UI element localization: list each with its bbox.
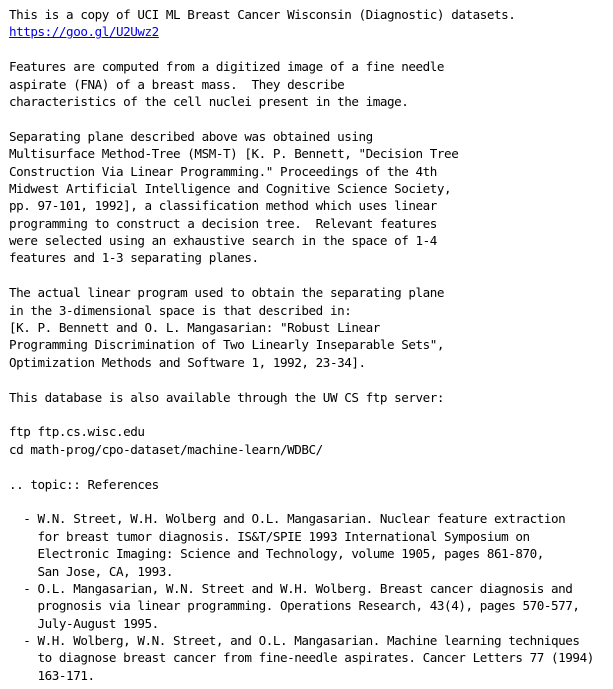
command-line: ftp ftp.cs.wisc.edu — [9, 424, 145, 440]
text-line: were selected using an exhaustive search in the space of 1-4 — [9, 233, 437, 249]
reference-item — [9, 510, 609, 580]
blank-line — [9, 406, 609, 423]
text-line: Multisurface Method-Tree (MSM-T) [K. P. Bennett, "Decision Tree — [9, 146, 459, 162]
text-line: San Jose, CA, 1993. — [9, 563, 174, 579]
intro-line: This is a copy of UCI ML Breast Cancer Wisconsin (Diagnostic) datasets. — [9, 7, 516, 22]
topic-heading: .. topic:: References — [9, 476, 159, 492]
text-line: characteristics of the cell nuclei present in the image. — [9, 93, 409, 109]
references-list — [9, 510, 609, 684]
text-line: pp. 97-101, 1992], a classification method which uses linear — [9, 198, 437, 214]
ftp-note: This database is also available through the UW CS ftp server: — [9, 389, 445, 405]
blank-line — [9, 267, 609, 284]
blank-line — [9, 110, 609, 127]
text-line: [K. P. Bennett and O. L. Mangasarian: "Robust Linear — [9, 320, 380, 336]
linear-program-paragraph — [9, 284, 609, 371]
text-line: Features are computed from a digitized image of a fine needle — [9, 59, 445, 75]
text-line: to diagnose breast cancer from fine-needle aspirates. Cancer Letters 77 (1994) — [9, 650, 594, 666]
text-line: Construction Via Linear Programming." Proceedings of the 4th — [9, 163, 437, 179]
text-line: Midwest Artificial Intelligence and Cognitive Science Society, — [9, 180, 452, 196]
command-line: cd math-prog/cpo-dataset/machine-learn/WDBC/ — [9, 441, 323, 457]
text-line: - W.N. Street, W.H. Wolberg and O.L. Mangasarian. Nuclear feature extraction — [9, 511, 566, 527]
text-line: 163-171. — [9, 667, 95, 683]
dataset-link[interactable]: https://goo.gl/U2Uwz2 — [9, 24, 159, 40]
ftp-commands — [9, 423, 609, 458]
features-paragraph — [9, 58, 609, 110]
text-line: July-August 1995. — [9, 615, 159, 631]
text-line: in the 3-dimensional space is that described in: — [9, 302, 352, 318]
reference-item — [9, 632, 609, 684]
blank-line — [9, 458, 609, 475]
text-line: - O.L. Mangasarian, W.N. Street and W.H. Wolberg. Breast cancer diagnosis and — [9, 580, 573, 596]
text-line: for breast tumor diagnosis. IS&T/SPIE 1993 International Symposium on — [9, 528, 530, 544]
text-line: Electronic Imaging: Science and Technology, volume 1905, pages 861-870, — [9, 546, 544, 562]
text-line: Separating plane described above was obtained using — [9, 128, 373, 144]
text-line: - W.H. Wolberg, W.N. Street, and O.L. Mangasarian. Machine learning techniques — [9, 633, 580, 649]
blank-line — [9, 371, 609, 388]
text-line: Programming Discrimination of Two Linearly Inseparable Sets", — [9, 337, 445, 353]
text-line: aspirate (FNA) of a breast mass. They describe — [9, 76, 345, 92]
text-line: prognosis via linear programming. Operations Research, 43(4), pages 570-577, — [9, 598, 580, 614]
blank-line — [9, 41, 609, 58]
text-line: Optimization Methods and Software 1, 1992, 23-34]. — [9, 354, 366, 370]
blank-line — [9, 493, 609, 510]
text-line: programming to construct a decision tree. Relevant features — [9, 215, 437, 231]
separating-plane-paragraph — [9, 128, 609, 267]
reference-item — [9, 580, 609, 632]
text-line: features and 1-3 separating planes. — [9, 250, 259, 266]
dataset-description — [9, 6, 609, 684]
text-line: The actual linear program used to obtain the separating plane — [9, 285, 445, 301]
